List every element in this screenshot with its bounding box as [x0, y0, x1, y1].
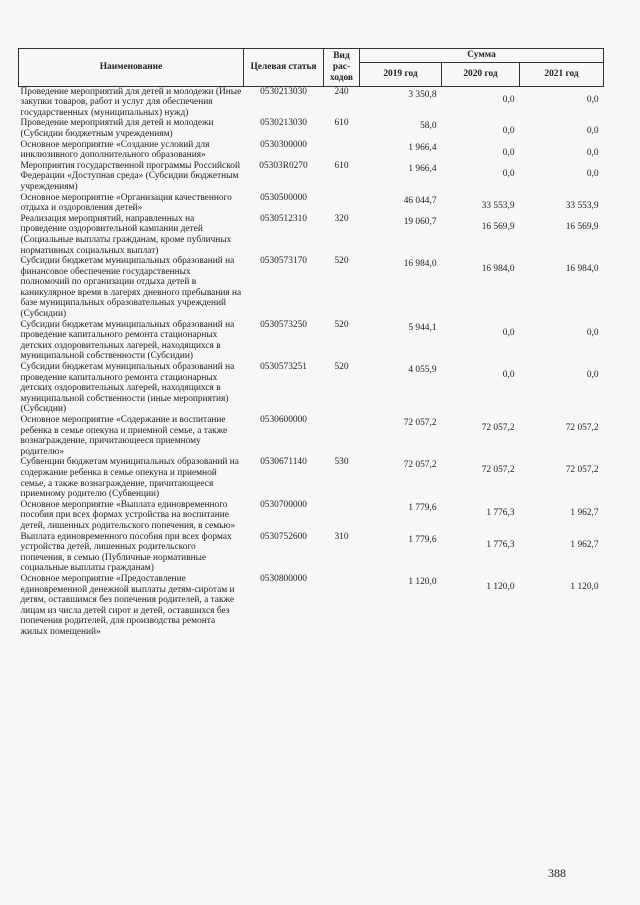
table-body	[19, 86, 604, 637]
row-value-2020: 1 120,0	[486, 581, 515, 592]
row-value-2019: 4 055,9	[408, 365, 437, 376]
row-name: Основное мероприятие «Организация качественного отдыха и оздоровления детей»	[20, 192, 232, 214]
page-number: 388	[548, 866, 566, 880]
header-name: Наименование	[19, 49, 244, 87]
row-type: 610	[334, 118, 349, 129]
row-code: 0530500000	[260, 192, 307, 203]
row-value-2019: 16 984,0	[403, 259, 437, 270]
header-year-2020: 2020 год	[442, 62, 520, 86]
row-code: 0530700000	[260, 499, 307, 510]
row-value-2019: 46 044,7	[403, 195, 437, 206]
row-value-2021: 0,0	[586, 147, 599, 158]
row-value-2020: 0,0	[502, 168, 515, 179]
row-type: 520	[334, 319, 349, 330]
row-value-2019: 72 057,2	[403, 460, 437, 471]
header-year-2019: 2019 год	[360, 62, 442, 86]
row-name: Субсидии бюджетам муниципальных образований на проведение капитального ремонта стационарных детских оздоровительных лагерей, находящихся в муниципальной собственности (Субсидии)	[20, 319, 235, 362]
header-sum: Сумма	[360, 49, 604, 63]
row-value-2019: 1 120,0	[408, 576, 437, 587]
row-value-2021: 72 057,2	[565, 423, 599, 433]
row-value-2020: 1 776,3	[486, 507, 515, 518]
row-type: 520	[334, 362, 349, 373]
row-value-2020: 72 057,2	[481, 423, 515, 433]
row-value-2020: 16 569,9	[481, 221, 515, 232]
row-value-2020: 0,0	[502, 94, 515, 105]
row-code: 0530213030	[260, 118, 307, 129]
row-type: 310	[334, 531, 349, 542]
row-type: 610	[334, 160, 349, 171]
row-code: 0530573251	[260, 362, 307, 373]
table-header	[19, 49, 604, 87]
row-value-2020: 1 776,3	[486, 539, 515, 550]
table-row	[19, 362, 604, 415]
row-value-2019: 72 057,2	[403, 418, 437, 428]
row-type	[324, 415, 360, 457]
row-code: 0530671140	[260, 457, 307, 468]
row-value-2021: 1 962,7	[570, 539, 599, 550]
table-row	[19, 457, 604, 499]
row-name: Субсидии бюджетам муниципальных образований на финансовое обеспечение государственных полномочий по организации отдыха детей в каникулярное время в лагерях дневного пребывания на базе муниципальных образовательных учреждений (Субсидии)	[20, 256, 242, 320]
row-type	[324, 574, 360, 638]
row-value-2021: 16 569,9	[565, 221, 599, 232]
row-value-2020: 0,0	[502, 370, 515, 381]
table-row	[19, 214, 604, 256]
row-value-2021: 0,0	[586, 168, 599, 179]
table-row	[19, 415, 604, 457]
row-value-2021: 0,0	[586, 370, 599, 381]
row-code: 0530300000	[260, 139, 307, 150]
row-code: 0530573170	[260, 256, 307, 267]
row-code: 0530600000	[260, 415, 307, 425]
row-value-2019: 5 944,1	[408, 322, 437, 333]
row-code: 0530213030	[260, 86, 307, 97]
table-row	[19, 320, 604, 362]
row-value-2019: 1 966,4	[408, 163, 437, 174]
row-name: Основное мероприятие «Предоставление единовременной денежной выплаты детям-сиротам и детям, оставшимся без попечения родителей, а также лицам из числа детей сирот и детей, оставшихся без попечения родителей, для производства ремонта жилых помещений»	[20, 573, 235, 637]
header-target-article: Целевая статья	[244, 49, 324, 87]
row-name: Выплата единовременного пособия при всех формах устройства детей, лишенных родительского попечения, в семью (Публичные нормативные социальные выплаты гражданам)	[20, 531, 232, 574]
table-row	[19, 574, 604, 638]
row-value-2021: 1 962,7	[570, 507, 599, 518]
table-row	[19, 256, 604, 320]
row-value-2021: 0,0	[586, 126, 599, 137]
row-name: Основное мероприятие «Содержание и воспитание ребенка в семье опекуна и приемной семье, а также вознаграждение, причитающееся приемному родителю»	[20, 415, 228, 457]
budget-table	[18, 48, 604, 637]
row-value-2019: 19 060,7	[403, 216, 437, 227]
header-year-2021: 2021 год	[520, 62, 604, 86]
row-value-2020: 0,0	[502, 126, 515, 137]
row-type: 520	[334, 256, 349, 267]
row-name: Проведение мероприятий для детей и молодежи (Субсидии бюджетным учреждениям)	[20, 118, 214, 139]
table-row	[19, 140, 604, 161]
row-name: Реализация мероприятий, направленных на проведение оздоровительной кампании детей (Социальные выплаты гражданам, кроме публичных нормативных социальных выплат)	[20, 213, 232, 256]
row-value-2019: 1 779,6	[408, 534, 437, 545]
row-name: Основное мероприятие «Создание условий для инклюзивного дополнительного образования»	[20, 139, 210, 161]
row-code: 05303R0270	[259, 160, 308, 171]
row-type	[324, 193, 360, 214]
row-value-2020: 72 057,2	[481, 465, 515, 476]
row-code: 0530573250	[260, 319, 307, 330]
row-type: 320	[334, 213, 349, 224]
row-value-2021: 0,0	[586, 327, 599, 338]
row-value-2020: 0,0	[502, 147, 515, 158]
table-row	[19, 86, 604, 118]
row-type	[324, 500, 360, 532]
row-type: 530	[334, 457, 349, 468]
row-value-2021: 33 553,9	[565, 200, 599, 211]
row-value-2021: 72 057,2	[565, 465, 599, 476]
table-row	[19, 193, 604, 214]
row-value-2021: 1 120,0	[570, 581, 599, 592]
row-code: 0530800000	[260, 573, 307, 584]
row-value-2021: 0,0	[586, 94, 599, 105]
table-row	[19, 500, 604, 532]
table-row	[19, 118, 604, 139]
row-value-2019: 3 350,8	[408, 89, 437, 100]
row-code: 0530512310	[260, 213, 307, 224]
row-name: Субвенции бюджетам муниципальных образований на содержание ребенка в семье опекуна и приемной семье, а также вознаграждение, причитающееся приемному родителю (Субвенции)	[20, 457, 239, 500]
row-name: Основное мероприятие «Выплата единовременного пособия при всех формах устройства на воспитание детей, лишенных родительского попечения, в семью»	[20, 499, 236, 531]
row-value-2020: 16 984,0	[481, 264, 515, 275]
row-value-2020: 0,0	[502, 327, 515, 338]
row-value-2019: 1 779,6	[408, 502, 437, 513]
row-type: 240	[334, 86, 349, 97]
row-code: 0530752600	[260, 531, 307, 542]
header-expense-type: Вид рас-ходов	[324, 49, 360, 87]
row-name: Проведение мероприятий для детей и молодежи (Иные закупки товаров, работ и услуг для обеспечения государственных (муниципальных) нужд)	[20, 86, 242, 118]
row-name: Субсидии бюджетам муниципальных образований на проведение капитального ремонта стационарных детских оздоровительных лагерей, находящихся в муниципальной собственности (иные мероприятия) (Субсидии)	[20, 362, 235, 415]
table-row	[19, 532, 604, 574]
row-name: Мероприятия государственной программы Российской Федерации «Доступная среда» (Субсидии бюджетным учреждениям)	[20, 160, 241, 192]
table-row	[19, 161, 604, 193]
row-value-2021: 16 984,0	[565, 264, 599, 275]
row-value-2019: 1 966,4	[408, 142, 437, 153]
row-value-2019: 58,0	[420, 121, 437, 132]
row-type	[324, 140, 360, 161]
row-value-2020: 33 553,9	[481, 200, 515, 211]
